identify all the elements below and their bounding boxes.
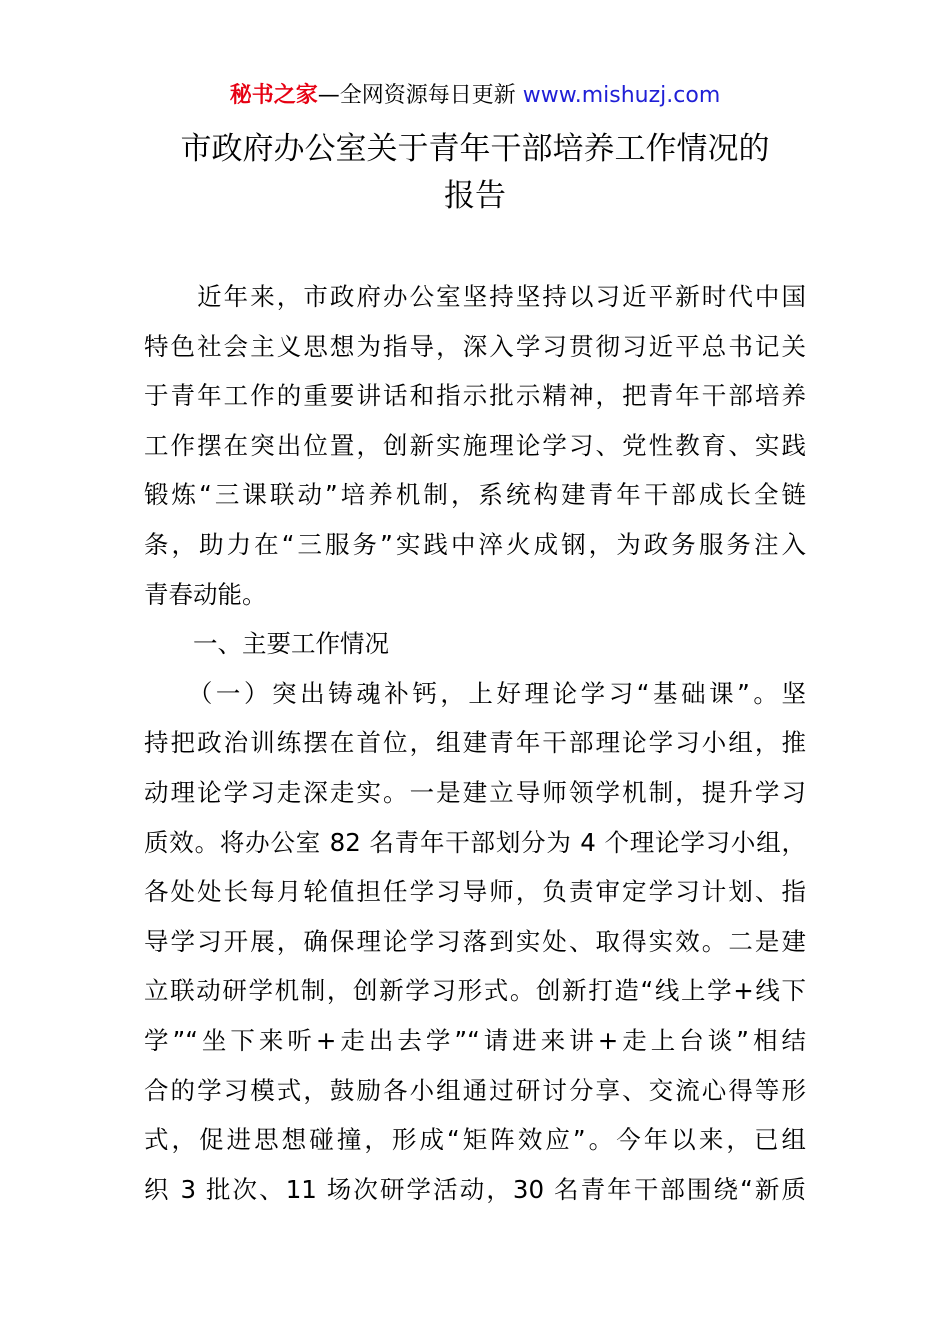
- title-line-1: 市政府办公室关于青年干部培养工作情况的: [180, 131, 770, 167]
- body-line: 质效。将办公室 82 名青年干部划分为 4 个理论学习小组，: [144, 827, 806, 857]
- body-line: 工作摆在突出位置，创新实施理论学习、党性教育、实践: [144, 430, 806, 460]
- body-line: 于青年工作的重要讲话和指示批示精神，把青年干部培养: [144, 381, 806, 411]
- site-header: [0, 80, 950, 112]
- body-line: 织 3 批次、11 场次研学活动，30 名青年干部围绕“新质: [144, 1174, 806, 1204]
- section-heading: 一、主要工作情况: [144, 629, 389, 659]
- body-line: 导学习开展，确保理论学习落到实处、取得实效。二是建: [144, 926, 806, 956]
- body-line: 立联动研学机制，创新学习形式。创新打造“线上学+线下: [144, 976, 806, 1006]
- body-line: 学”“坐下来听+走出去学”“请进来讲+走上台谈”相结: [144, 1025, 806, 1055]
- body-line: 合的学习模式，鼓励各小组通过研讨分享、交流心得等形: [144, 1075, 806, 1105]
- body-line: 各处处长每月轮值担任学习导师，负责审定学习计划、指: [144, 877, 806, 907]
- body-line: 近年来，市政府办公室坚持坚持以习近平新时代中国: [144, 282, 806, 311]
- body-line: 持把政治训练摆在首位，组建青年干部理论学习小组，推: [144, 728, 806, 758]
- document-title: [0, 126, 950, 220]
- document-body: [144, 272, 806, 1214]
- body-line: 青春动能。: [144, 579, 267, 609]
- body-line: 锻炼“三课联动”培养机制，系统构建青年干部成长全链: [144, 480, 806, 510]
- site-url-link[interactable]: www.mishuzj.com: [522, 83, 721, 108]
- brand-name: 秘书之家: [229, 83, 318, 108]
- body-line: 式，促进思想碰撞，形成“矩阵效应”。今年以来，已组: [144, 1125, 806, 1155]
- title-line-2: 报告: [444, 178, 506, 214]
- body-line: 条，助力在“三服务”实践中淬火成钢，为政务服务注入: [144, 529, 806, 559]
- body-line: 特色社会主义思想为指导，深入学习贯彻习近平总书记关: [144, 331, 806, 361]
- body-line: （一）突出铸魂补钙，上好理论学习“基础课”。坚: [144, 678, 806, 708]
- site-tagline: —全网资源每日更新: [317, 83, 523, 108]
- body-line: 动理论学习走深走实。一是建立导师领学机制，提升学习: [144, 777, 806, 807]
